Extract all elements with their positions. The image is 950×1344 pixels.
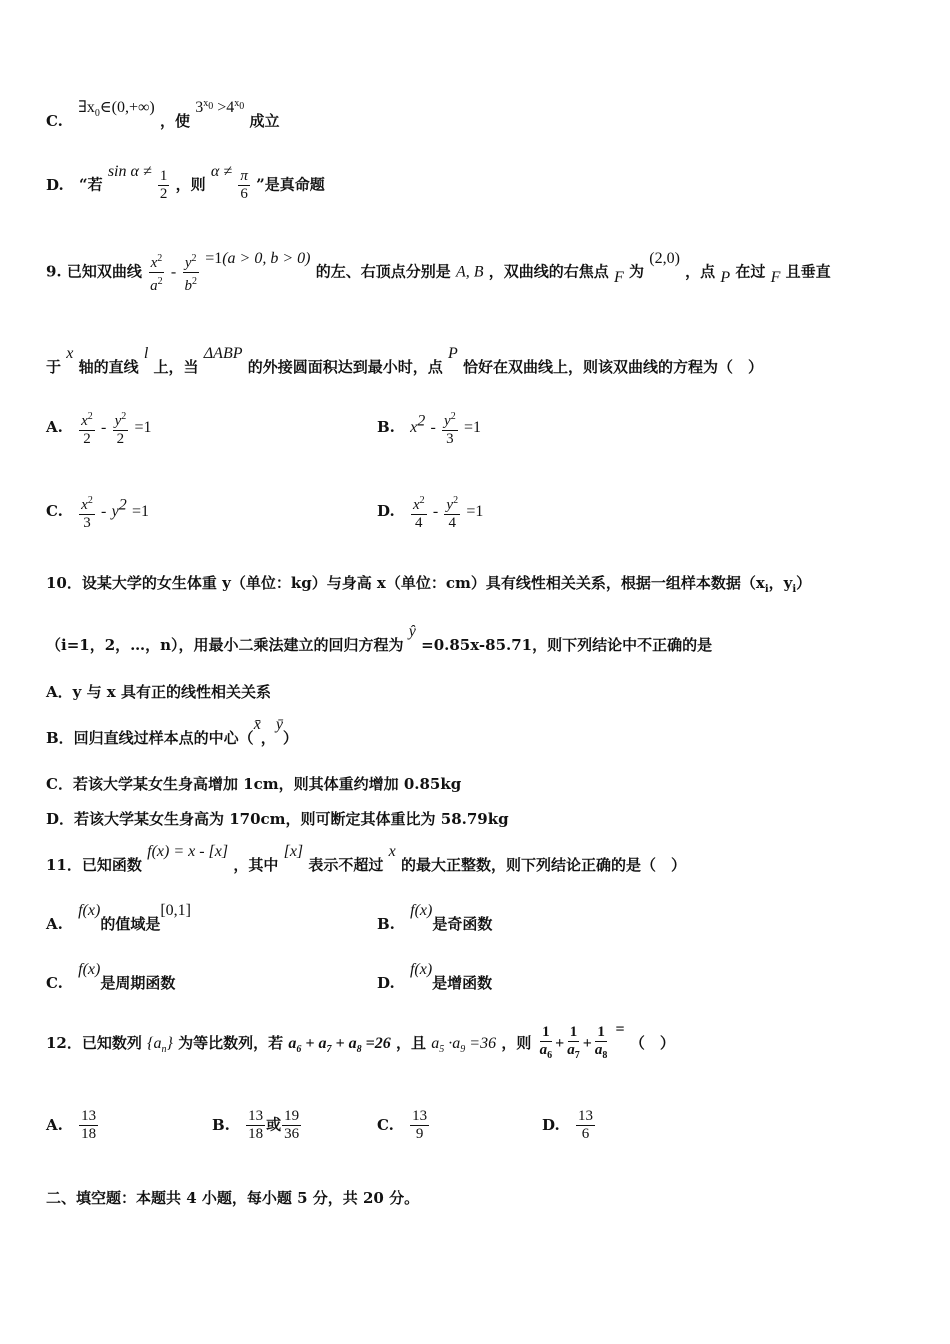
q9-option-d: D. $\frac{x^2}{4}$ - $\frac{y^2}{4}$ =1 — [377, 492, 483, 532]
option-label: D. — [377, 502, 395, 520]
fraction: $\frac{19}{36}$ — [284, 1108, 300, 1142]
q10-option-d: D．若该大学某女生身高为 170cm，则可断定其体重比为 58.79kg — [46, 810, 509, 828]
text: 10．设某大学的女生体重 y（单位：kg）与身高 x（单位：cm）具有线性相关关系，根据一组样本数据（x — [46, 574, 765, 592]
text: 的左、右顶点分别是 — [315, 262, 451, 281]
q9-option-a: A. $\frac{x^2}{2}$ - $\frac{y^2}{2}$ =1 — [46, 408, 152, 448]
text: ） — [796, 574, 812, 592]
q11-option-d — [377, 961, 493, 993]
question-number: 11． — [46, 856, 82, 874]
math-coord: (2,0) — [649, 249, 680, 267]
fraction: $\frac{x^2}{3}$ — [79, 492, 95, 532]
q11-option-b — [377, 902, 493, 934]
text: 于 — [46, 358, 62, 376]
fraction: $\frac{13}{18}$ — [81, 1108, 97, 1142]
section-heading: 二、填空题：本题共 4 小题，每小题 5 分，共 20 分。 — [46, 1189, 420, 1207]
text-true-proposition: ”是真命题 — [256, 175, 325, 194]
q10-option-b — [46, 716, 298, 748]
text: ，且 — [396, 1034, 427, 1052]
fraction: $\frac{x^2}{2}$ — [79, 408, 95, 448]
q10-line2 — [46, 623, 713, 655]
text: 的最大正整数，则下列结论正确的是（ ） — [400, 856, 686, 874]
math-x: x — [66, 345, 74, 362]
option-label: A. — [46, 1115, 63, 1134]
math-p: P — [447, 345, 458, 362]
text: 是奇函数 — [432, 915, 493, 933]
text-ze: ，则 — [175, 175, 206, 194]
math-exists: $\exists x_0\in(0,+\infty)$ — [78, 99, 155, 120]
text-chengli: 成立 — [249, 112, 280, 130]
text: 表示不超过 — [308, 856, 384, 874]
question-number: 12． — [46, 1034, 82, 1052]
q8-option-c — [46, 97, 280, 133]
q11-option-a — [46, 902, 191, 934]
math-eq-cond: =1(a > 0, b > 0) — [205, 249, 311, 267]
fraction-x2-a2: $\frac{x^2}{a^2}$ — [148, 250, 165, 295]
q10-option-c: C．若该大学某女生身高增加 1cm，则其体重约增加 0.85kg — [46, 775, 462, 793]
text: 为 — [629, 262, 645, 281]
text: ，y — [768, 574, 793, 592]
fraction-y2-b2: $\frac{y^2}{b^2}$ — [182, 250, 199, 295]
math-inequality: $3^{x_0} >4^{x_0}$ — [195, 97, 245, 116]
text: ，其中 — [233, 856, 279, 874]
fraction-pi6: $\frac{\pi}{6}$ — [240, 168, 248, 202]
q8-option-d — [46, 162, 325, 203]
option-label: B. — [212, 1115, 230, 1134]
option-label: D. — [377, 974, 395, 992]
text-shi: ，使 — [160, 112, 191, 130]
text: B．回归直线过样本点的中心（ — [46, 729, 254, 747]
math-ab: A, B — [455, 263, 484, 281]
text: 且垂直 — [785, 262, 831, 281]
subscript: i — [764, 584, 769, 595]
fraction-1-a6: $\frac{1}{a_6}$ — [539, 1024, 553, 1061]
text: 上，当 — [153, 358, 199, 376]
text: ） — [282, 729, 298, 747]
q11-option-c — [46, 961, 176, 993]
text: 恰好在双曲线上，则该双曲线的方程为（ ） — [463, 358, 764, 376]
math-sequence: $\{a_n\}$ — [147, 1035, 173, 1056]
math-range: [0,1] — [160, 902, 191, 919]
fraction-half: $\frac{1}{2}$ — [159, 168, 168, 202]
q12-option-a — [46, 1108, 99, 1143]
fraction: $\frac{13}{18}$ — [248, 1108, 264, 1142]
math-product: $a_5 \cdot a_9 =36$ — [431, 1035, 497, 1056]
option-label: A. — [46, 418, 63, 436]
q9-line2 — [46, 345, 764, 377]
math-f: F — [770, 268, 781, 286]
math-sin: sin α ≠ — [107, 162, 152, 180]
math-yhat: ŷ — [408, 623, 416, 640]
q12-option-c — [377, 1108, 430, 1143]
math-eq: =1 — [134, 419, 152, 436]
text: 轴的直线 — [78, 358, 139, 376]
math-fx-def: f(x) = x - [x] — [147, 843, 229, 860]
fraction: $\frac{y^2}{3}$ — [442, 408, 458, 448]
text: 为等比数列，若 — [178, 1034, 284, 1052]
q12-stem: 12．已知数列 $\{a_n\}$ 为等比数列，若 $a_6 + a_7 + a_8 =26$ ，且 $a_5 \cdot a_9 =36$ ，则 $\frac{1}{a_6}$ + $\frac{1}{a_7}$ + $\frac{1}{a_8}$ = （ ） — [46, 1024, 675, 1064]
option-label: B. — [377, 915, 395, 933]
option-label: C. — [46, 974, 63, 992]
text: =0.85x-85.71，则下列结论中不正确的是 — [421, 636, 713, 654]
q12-option-b — [212, 1108, 302, 1143]
subscript: i — [792, 584, 797, 595]
math-eq: =1 — [463, 419, 481, 436]
math-sum: $a_6 + a_7 + a_8 =26$ — [288, 1035, 391, 1056]
math-f: F — [613, 268, 624, 286]
fraction: $\frac{x^2}{4}$ — [411, 492, 427, 532]
fraction-1-a8: $\frac{1}{a_8}$ — [594, 1024, 608, 1061]
option-label: C. — [46, 112, 63, 130]
q9-option-b: B. $x^2$ - $\frac{y^2}{3}$ =1 — [377, 408, 481, 448]
math-ybar: ȳ — [275, 716, 283, 733]
math-fx: f(x) — [78, 961, 101, 978]
text: ，点 — [685, 262, 716, 281]
fraction-1-a7: $\frac{1}{a_7}$ — [567, 1024, 580, 1061]
math-x: x — [388, 843, 396, 860]
option-label: B. — [377, 418, 395, 436]
text: 的外接圆面积达到最小时，点 — [247, 358, 443, 376]
q11-stem — [46, 843, 686, 875]
text: （ ） — [629, 1034, 675, 1052]
math-xbar: x̄ — [253, 716, 261, 733]
fraction: $\frac{13}{6}$ — [577, 1108, 593, 1142]
math-fx: f(x) — [410, 902, 433, 919]
text: 的值域是 — [100, 915, 161, 933]
option-label: C. — [46, 502, 63, 520]
math-eq: = — [615, 1021, 625, 1038]
fraction: $\frac{13}{9}$ — [412, 1108, 428, 1142]
text: 是周期函数 — [100, 974, 176, 992]
math-l: l — [143, 345, 149, 362]
q9-option-c: C. $\frac{x^2}{3}$ - $y^2 =1$ — [46, 492, 149, 532]
text: 在过 — [735, 262, 766, 281]
q10-line1 — [46, 572, 811, 595]
q10-option-a: A．y 与 x 具有正的线性相关关系 — [46, 683, 271, 701]
math-eq: =1 — [131, 503, 149, 520]
q9-line1: 9. 已知双曲线 $\frac{x^2}{a^2}$ - $\frac{y^2}{b^2}$ =1(a > 0, b > 0) 的左、右顶点分别是 A, B ，双曲线的右焦点 F 为 (2,0) ，点 P 在过 F 且垂直 — [46, 249, 831, 294]
text: （i=1，2，…，n），用最小二乘法建立的回归方程为 — [46, 636, 404, 654]
text-ruo: “若 — [78, 175, 103, 194]
math-fx: f(x) — [78, 902, 101, 919]
math-floor: [x] — [283, 843, 304, 860]
math-fx: f(x) — [409, 961, 433, 978]
fraction: $\frac{y^2}{2}$ — [113, 408, 129, 448]
q12-option-d — [542, 1108, 596, 1143]
math-p: P — [720, 268, 731, 286]
fraction: $\frac{y^2}{4}$ — [444, 492, 460, 532]
option-label: A. — [46, 915, 63, 933]
text: 已知双曲线 — [66, 262, 142, 281]
option-label: D. — [542, 1115, 560, 1134]
text: 是增函数 — [432, 974, 493, 992]
math-triangle: ΔABP — [203, 345, 243, 362]
option-label: D. — [46, 175, 64, 194]
question-number: 9. — [46, 262, 62, 281]
option-label: C. — [377, 1115, 394, 1134]
text: 已知函数 — [81, 856, 142, 874]
text: ， — [260, 729, 276, 747]
text: 已知数列 — [81, 1034, 142, 1052]
text: 或 — [266, 1115, 282, 1134]
math-eq: =1 — [466, 503, 484, 520]
math-alpha: α ≠ — [210, 162, 233, 180]
text: ，则 — [501, 1034, 532, 1052]
text: ，双曲线的右焦点 — [488, 262, 609, 281]
